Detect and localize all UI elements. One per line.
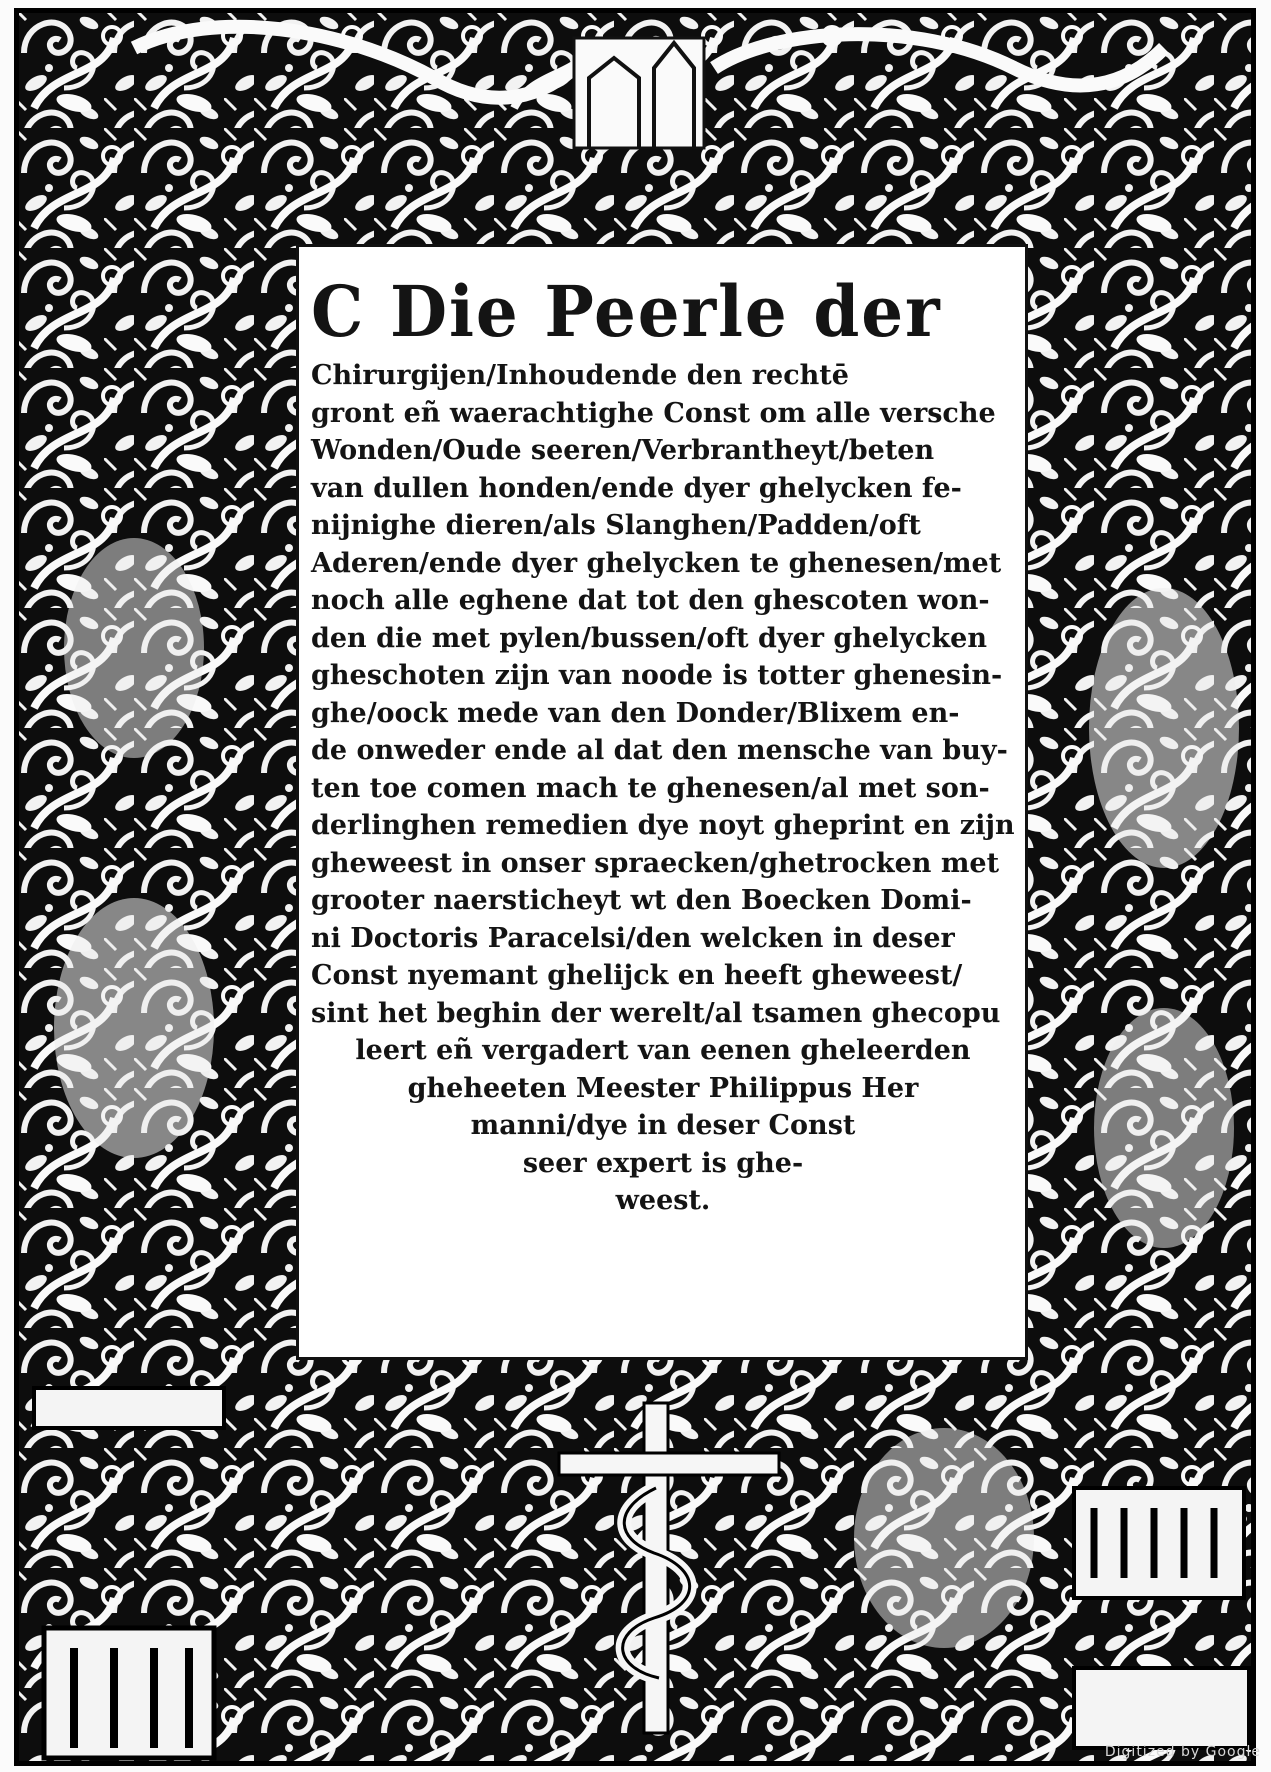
title-text-panel bbox=[296, 244, 1028, 1360]
text-line: ten toe comen mach te ghenesen/al met son- bbox=[311, 772, 990, 804]
text-line: de onweder ende al dat den mensche van buy- bbox=[311, 735, 1008, 766]
text-line: den die met pylen/bussen/oft dyer ghelycken bbox=[311, 622, 987, 654]
text-line: nijnighe dieren/als Slanghen/Padden/oft bbox=[311, 510, 921, 541]
text-line: manni/dye in deser Const bbox=[470, 1110, 856, 1141]
text-line: gheschoten zijn van noode is totter ghenesin- bbox=[311, 660, 1003, 691]
title-description bbox=[311, 357, 1015, 1220]
text-line: Wonden/Oude seeren/Verbrantheyt/beten bbox=[311, 435, 935, 466]
text-line: gheweest in onser spraecken/ghetrocken met bbox=[311, 847, 1000, 879]
text-line: sint het beghin der werelt/al tsamen ghecopu bbox=[311, 997, 1001, 1029]
text-line: Aderen/ende dyer ghelycken te ghenesen/met bbox=[311, 547, 1002, 579]
text-line: leert eñ vergadert van eenen gheleerden bbox=[355, 1035, 971, 1066]
text-line: seer expert is ghe- bbox=[522, 1147, 804, 1179]
text-line: Const nyemant ghelijck en heeft gheweest/ bbox=[311, 960, 963, 991]
text-line: ghe/oock mede van den Donder/Blixem en- bbox=[311, 697, 960, 729]
text-line: gront eñ waerachtighe Const om alle versche bbox=[311, 397, 996, 429]
text-line: derlinghen remedien dye noyt gheprint en zijn bbox=[311, 810, 1015, 841]
text-line: van dullen honden/ende dyer ghelycken fe- bbox=[311, 472, 962, 504]
text-line: weest. bbox=[615, 1185, 711, 1216]
text-line: Chirurgijen/Inhoudende den rechtē bbox=[311, 360, 849, 391]
text-line: grooter naersticheyt wt den Boecken Domi- bbox=[311, 885, 972, 916]
text-line: noch alle eghene dat tot den ghescoten won- bbox=[311, 585, 990, 616]
text-line: ni Doctoris Paracelsi/den welcken in deser bbox=[311, 922, 955, 954]
book-title: C Die Peerle der bbox=[311, 270, 942, 353]
text-line: gheheeten Meester Philippus Her bbox=[407, 1072, 919, 1104]
watermark: Digitized by Google bbox=[1104, 1744, 1261, 1760]
